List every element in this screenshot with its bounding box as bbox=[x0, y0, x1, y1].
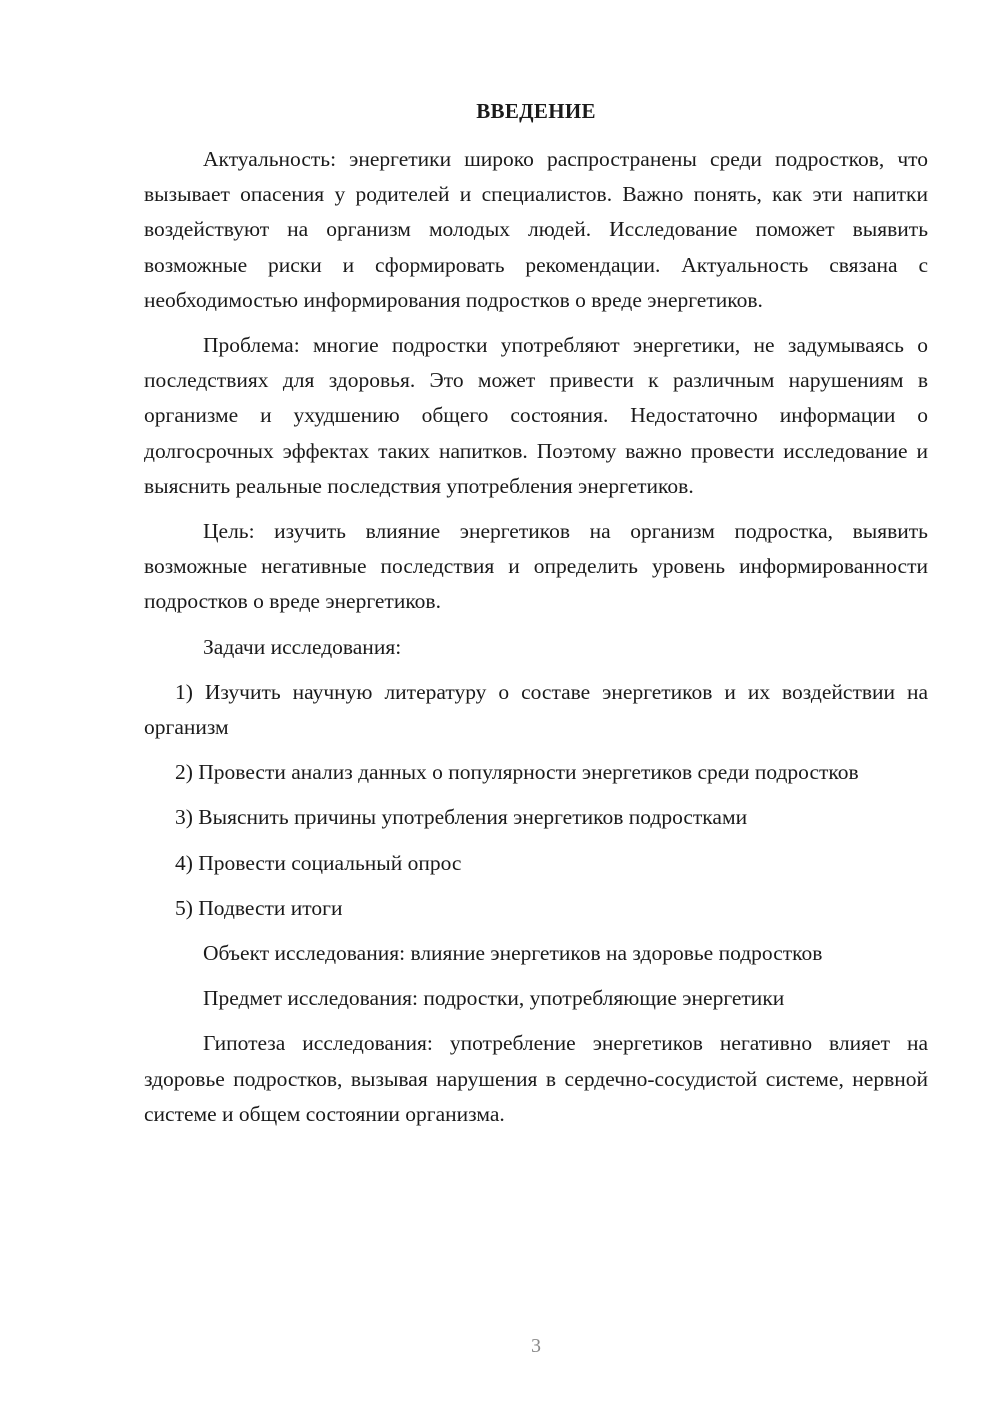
list-item-task-5: 5) Подвести итоги bbox=[175, 895, 343, 920]
page-number: 3 bbox=[531, 1335, 541, 1357]
paragraph-subject: Предмет исследования: подростки, употребляющие энергетики bbox=[203, 986, 785, 1011]
list-item-task-4: 4) Провести социальный опрос bbox=[175, 850, 462, 875]
document-body bbox=[144, 142, 928, 1142]
paragraph-tasks-heading: Задачи исследования: bbox=[203, 634, 402, 659]
page-title: ВВЕДЕНИЕ bbox=[476, 99, 596, 123]
paragraph-problem: Проблема: многие подростки употребляют энергетики, не задумываясь о последствиях для здоровья. Это может привести к различным нарушениям в организме и ухудшению общего состояния. Недостаточно информации о долгосрочных эффектах таких напитков. Поэтому важно провести исследование и выяснить реальные последствия употребления энергетиков. bbox=[144, 333, 928, 498]
list-item-task-3: 3) Выяснить причины употребления энергетиков подростками bbox=[175, 805, 748, 830]
list-item-task-2: 2) Провести анализ данных о популярности энергетиков среди подростков bbox=[175, 760, 859, 785]
list-item-task-1: 1) Изучить научную литературу о составе энергетиков и их воздействии на организм bbox=[144, 679, 928, 740]
paragraph-object: Объект исследования: влияние энергетиков на здоровье подростков bbox=[203, 941, 823, 966]
paragraph-goal: Цель: изучить влияние энергетиков на организм подростка, выявить возможные негативные последствия и определить уровень информированности подростков о вреде энергетиков. bbox=[144, 519, 928, 614]
paragraph-hypothesis: Гипотеза исследования: употребление энергетиков негативно влияет на здоровье подростков, вызывая нарушения в сердечно-сосудистой системе, нервной системе и общем состоянии организма. bbox=[144, 1031, 928, 1126]
paragraph-relevance: Актуальность: энергетики широко распространены среди подростков, что вызывает опасения у родителей и специалистов. Важно понять, как эти напитки воздействуют на организм молодых людей. Исследование поможет выявить возможные риски и сформировать рекомендации. Актуальность связана с необходимостью информирования подростков о вреде энергетиков. bbox=[144, 147, 928, 312]
